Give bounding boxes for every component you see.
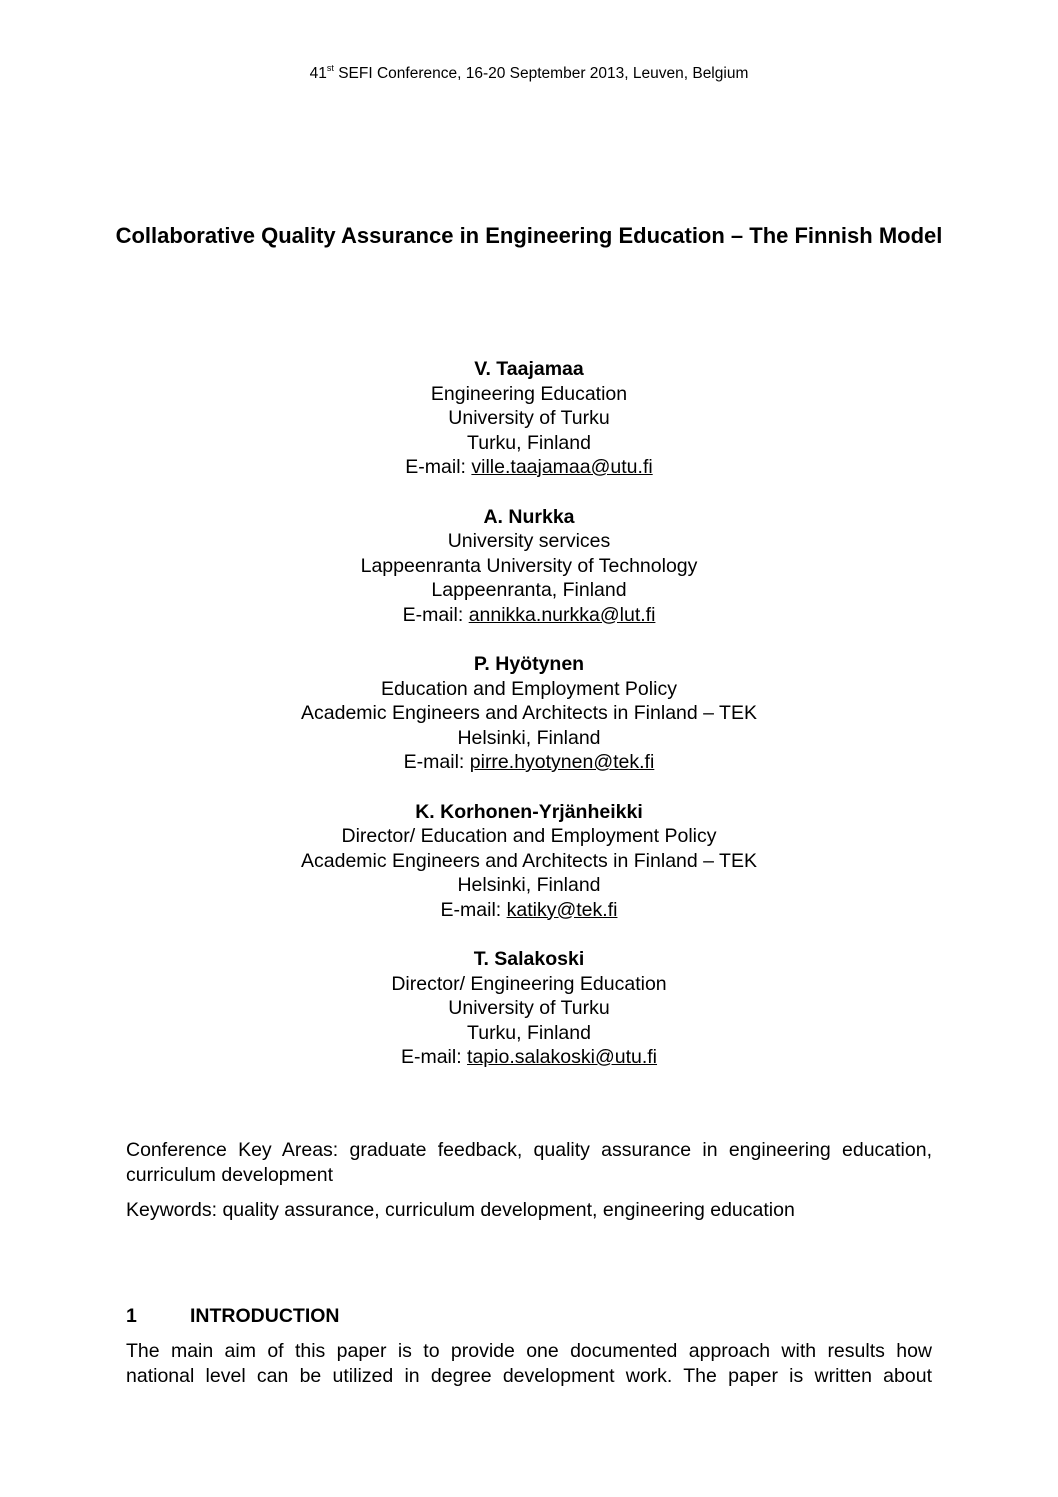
author-email-link[interactable]: annikka.nurkka@lut.fi [468,603,656,626]
section-heading [126,1304,340,1329]
conference-key-areas: Conference Key Areas: graduate feedback, quality assurance in engineering education, curriculum development [126,1139,932,1186]
conference-info: SEFI Conference, 16-20 September 2013, Leuven, Belgium [333,65,749,82]
paper-title: Collaborative Quality Assurance in Engineering Education – The Finnish Model [115,223,943,248]
author-affiliation-line: Academic Engineers and Architects in Finland – TEK [301,702,757,724]
keywords: Keywords: quality assurance, curriculum development, engineering education [126,1199,795,1221]
author-affiliation-line: Helsinki, Finland [457,726,601,749]
author-email-link[interactable]: ville.taajamaa@utu.fi [471,456,653,478]
ordinal-suffix: st [326,63,334,73]
author-block [0,947,1058,1070]
author-email-link[interactable]: katiky@tek.fi [506,898,618,921]
body-line: The main aim of this paper is to provide one documented approach with results how [126,1340,932,1362]
author-block [0,357,1058,480]
author-name: V. Taajamaa [474,358,584,380]
author-affiliation-line: Lappeenranta, Finland [431,579,627,601]
author-affiliation-line: Director/ Engineering Education [391,972,667,995]
author-name: T. Salakoski [473,948,585,970]
author-affiliation-line: University of Turku [448,407,610,429]
author-affiliation-line: University services [447,530,611,552]
author-email-line [0,603,1058,628]
section-title: INTRODUCTION [190,1305,340,1327]
author-block [0,800,1058,923]
section-number: 1 [126,1305,137,1327]
email-label: E-mail: [403,751,470,773]
author-affiliation-line: Academic Engineers and Architects in Finland – TEK [301,849,757,872]
author-email-line [0,898,1058,923]
email-label: E-mail: [400,1046,468,1068]
author-email-line [0,1045,1058,1070]
section-body [126,1339,932,1388]
author-email-line [0,750,1058,775]
author-affiliation-line: Engineering Education [430,382,628,405]
author-block [0,652,1058,775]
email-label: E-mail: [440,898,507,921]
author-affiliation-line: Helsinki, Finland [457,874,601,896]
author-affiliation-line: Director/ Education and Employment Policy [341,825,717,847]
author-affiliation-line: University of Turku [448,997,610,1019]
author-affiliation-line: Turku, Finland [467,1021,591,1044]
author-email-link[interactable]: tapio.salakoski@utu.fi [467,1046,658,1068]
author-name: P. Hyötynen [473,653,585,675]
body-line: national level can be utilized in degree development work. The paper is written about [126,1364,932,1387]
author-name: A. Nurkka [483,505,575,528]
author-affiliation-line: Education and Employment Policy [381,677,677,700]
author-block [0,505,1058,628]
author-affiliation-line: Lappeenranta University of Technology [360,554,698,577]
author-affiliation-line: Turku, Finland [467,431,591,454]
email-label: E-mail: [405,456,472,478]
running-header [0,64,1058,84]
author-email-line [0,455,1058,480]
author-list [0,357,1058,1095]
email-label: E-mail: [402,603,469,626]
author-name: K. Korhonen-Yrjänheikki [415,800,643,823]
conference-ordinal: 41 [309,65,327,82]
author-email-link[interactable]: pirre.hyotynen@tek.fi [469,751,655,773]
